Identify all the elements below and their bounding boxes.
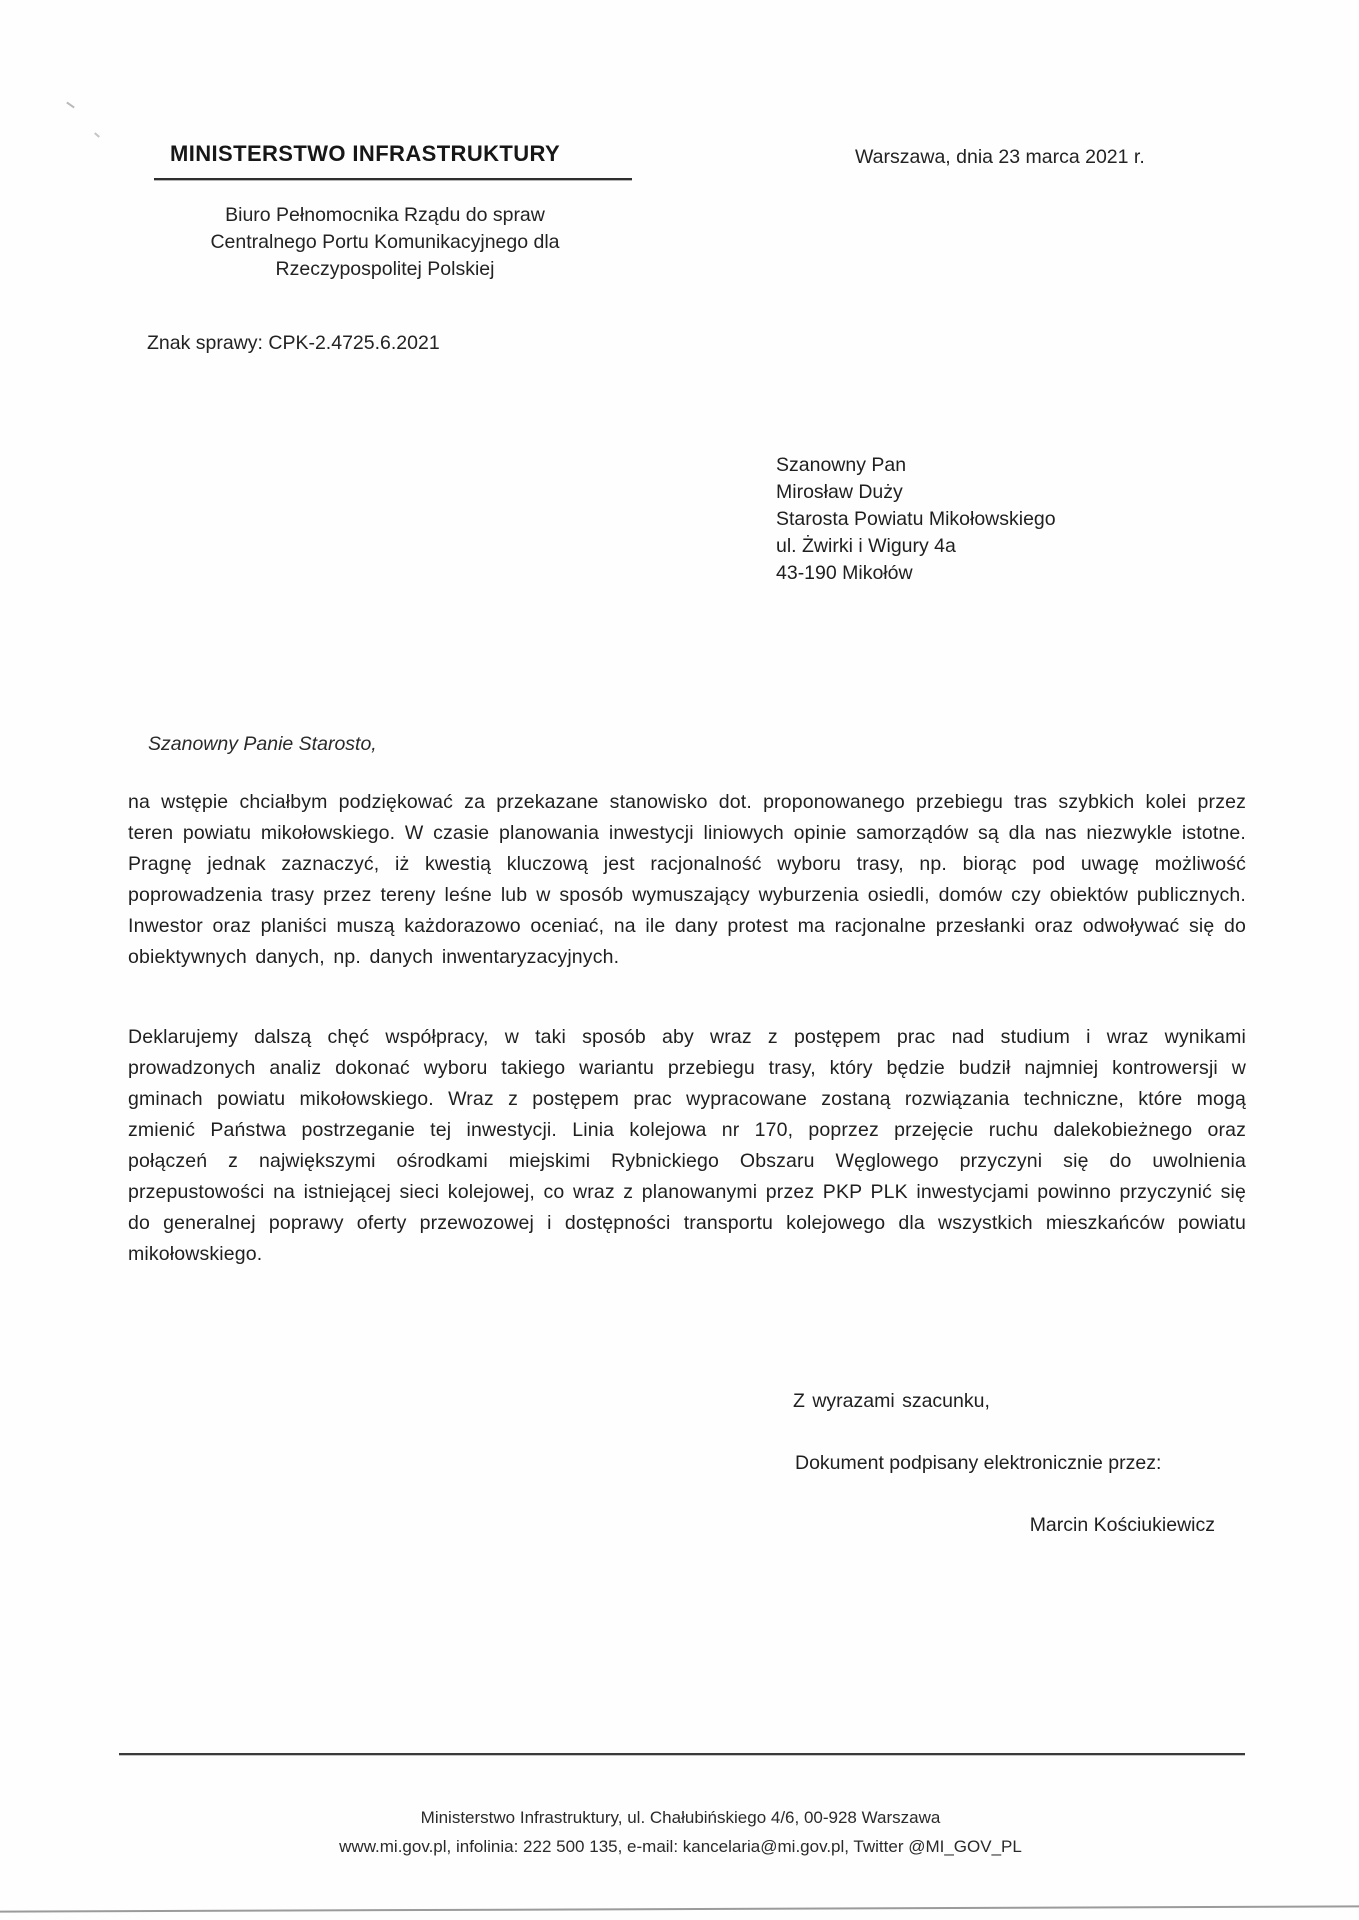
footer-contact-line: www.mi.gov.pl, infolinia: 222 500 135, e-mail: kancelaria@mi.gov.pl, Twitter @MI_GOV_PL — [339, 1837, 1022, 1856]
electronic-signature-note: Dokument podpisany elektronicznie przez: — [795, 1452, 1162, 1474]
scan-speck-artifact — [94, 132, 100, 137]
recipient-street: ul. Żwirki i Wigury 4a — [776, 535, 956, 557]
recipient-name: Mirosław Duży — [776, 481, 903, 503]
office-line: Biuro Pełnomocnika Rządu do spraw — [225, 204, 545, 226]
ministry-header-title: MINISTERSTWO INFRASTRUKTURY — [170, 141, 561, 166]
scan-speck-artifact — [66, 102, 75, 109]
issuing-office-block — [150, 202, 620, 283]
office-line: Centralnego Portu Komunikacyjnego dla — [210, 231, 560, 253]
recipient-city: 43-190 Mikołów — [776, 562, 913, 584]
footer-contact-block — [128, 1803, 1233, 1861]
office-line: Rzeczypospolitej Polskiej — [275, 258, 495, 280]
place-and-date-line: Warszawa, dnia 23 marca 2021 r. — [855, 146, 1145, 168]
case-reference-number: Znak sprawy: CPK-2.4725.6.2021 — [147, 332, 440, 354]
signer-name: Marcin Kościukiewicz — [1029, 1514, 1215, 1536]
footer-address-line: Ministerstwo Infrastruktury, ul. Chałubińskiego 4/6, 00-928 Warszawa — [420, 1808, 941, 1827]
recipient-honorific: Szanowny Pan — [776, 454, 907, 476]
body-paragraph-1: na wstępie chciałbym podziękować za przekazane stanowisko dot. proponowanego przebiegu tras szybkich kolei przez teren powiatu mikołowskiego. W czasie planowania inwestycji liniowych opinie samorządów są dla nas niezwykle istotne. Pragnę jednak zaznaczyć, iż kwestią kluczową jest racjonalność wyboru trasy, np. biorąc pod uwagę możliwość poprowadzenia trasy przez tereny leśne lub w sposób wymuszający wyburzenia osiedli, domów czy obiektów publicznych. Inwestor oraz planiści muszą każdorazowo oceniać, na ile dany protest ma racjonalne przesłanki oraz odwoływać się do obiektywnych danych, np. danych inwentaryzacyjnych. — [128, 791, 1246, 968]
recipient-address-block — [776, 452, 1056, 587]
ministry-header-underline — [154, 178, 632, 180]
salutation-line: Szanowny Panie Starosto, — [148, 733, 377, 755]
closing-regards-line: Z wyrazami szacunku, — [793, 1390, 990, 1412]
footer-divider-rule — [119, 1753, 1245, 1755]
body-paragraph-2: Deklarujemy dalszą chęć współpracy, w taki sposób aby wraz z postępem prac nad studium i wraz wynikami prowadzonych analiz dokonać wyboru takiego wariantu przebiegu trasy, który będzie budził najmniej kontrowersji w gminach powiatu mikołowskiego. Wraz z postępem prac wypracowane zostaną rozwiązania techniczne, które mogą zmienić Państwa postrzeganie tej inwestycji. Linia kolejowa nr 170, poprzez przejęcie ruchu dalekobieżnego oraz połączeń z największymi ośrodkami miejskimi Rybnickiego Obszaru Węglowego przyczyni się do uwolnienia przepustowości na istniejącej sieci kolejowej, co wraz z planowanymi przez PKP PLK inwestycjami powinno przyczynić się do generalnej poprawy oferty przewozowej i dostępności transportu kolejowego dla wszystkich mieszkańców powiatu mikołowskiego. — [128, 1026, 1246, 1265]
bottom-scan-edge-line — [0, 1905, 1359, 1912]
recipient-title: Starosta Powiatu Mikołowskiego — [776, 508, 1056, 530]
